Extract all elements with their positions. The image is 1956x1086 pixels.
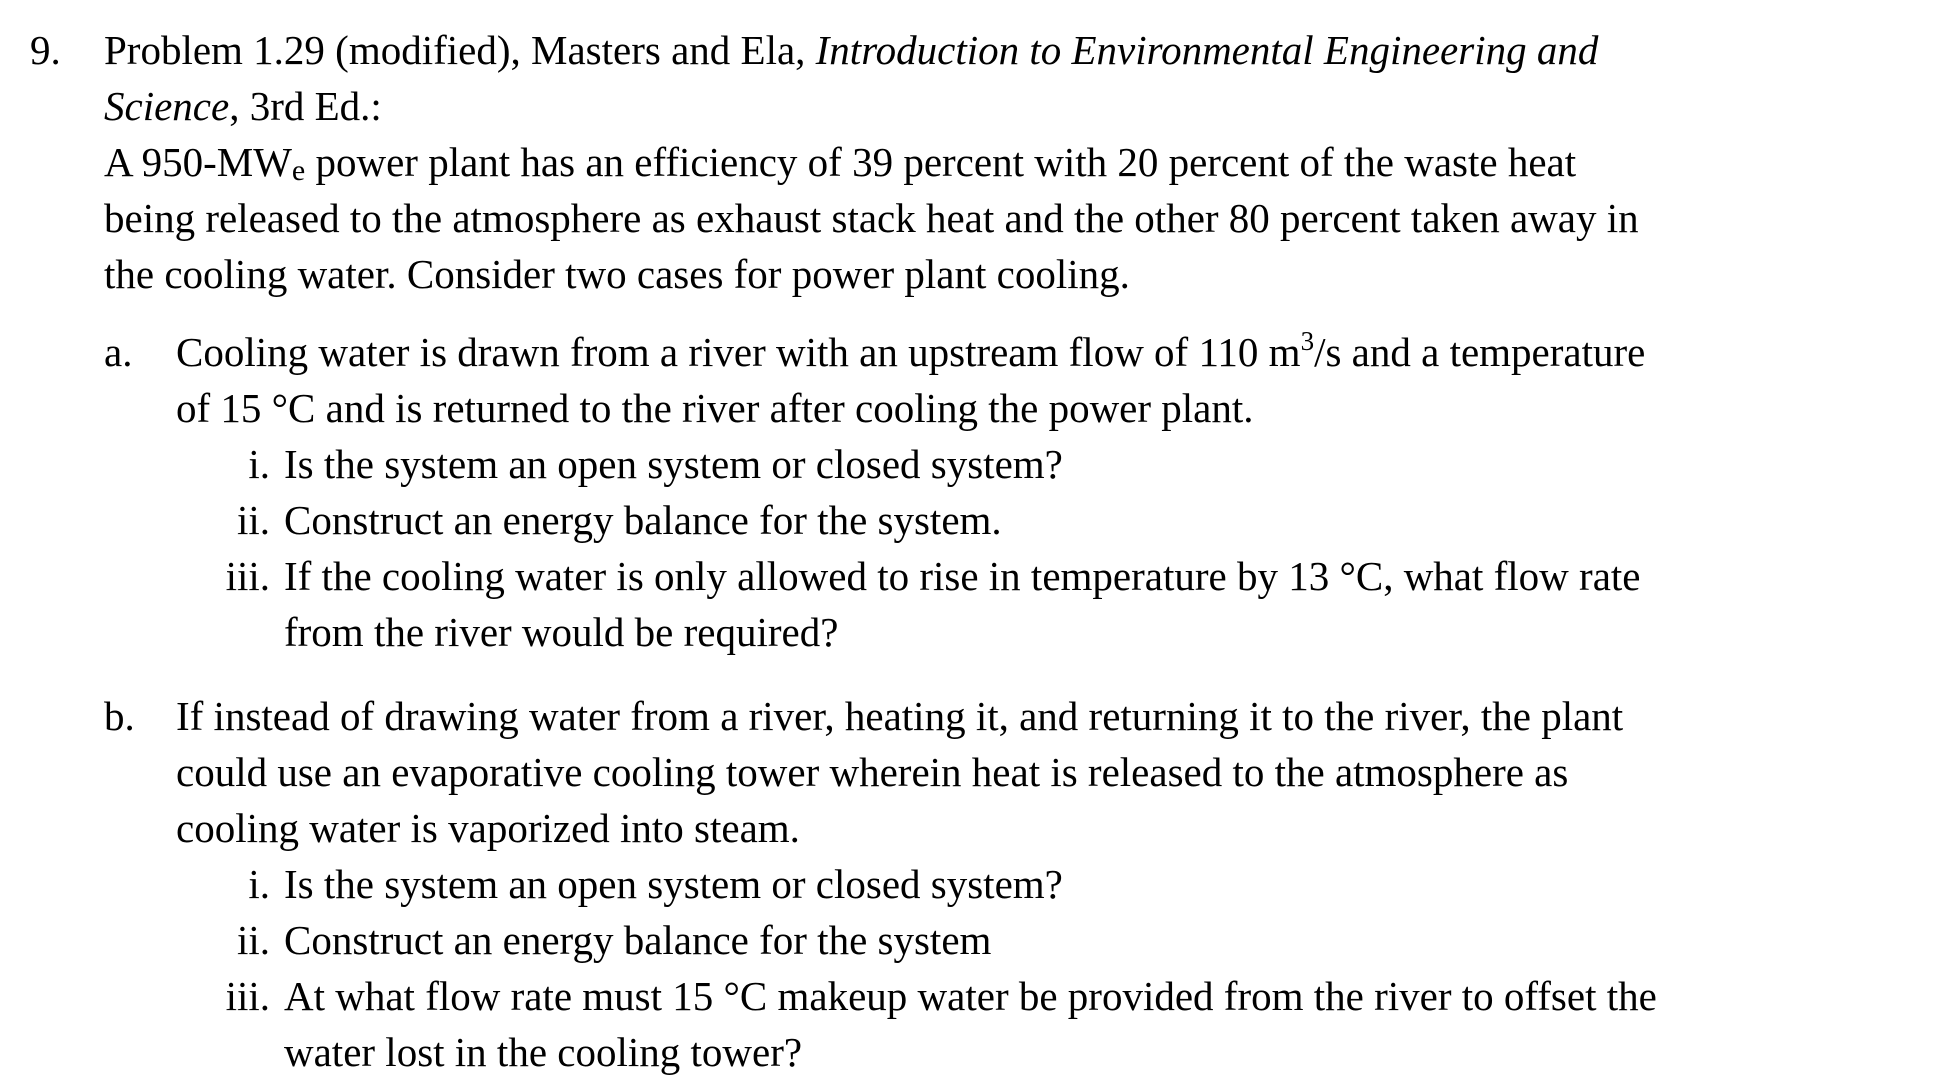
part-b-line-3: cooling water is vaporized into steam.	[176, 805, 800, 851]
problem-heading-line-1	[104, 22, 1904, 78]
part-a-line-1	[176, 324, 1904, 380]
cubic-superscript: 3	[1300, 326, 1315, 356]
part-a-line-1-end: /s and a temperature	[1314, 329, 1646, 375]
part-b-line-2: could use an evaporative cooling tower wherein heat is released to the atmosphere as	[176, 749, 1569, 795]
part-b-item-ii-label: ii.	[236, 917, 270, 963]
book-title-part-2: Science	[104, 83, 230, 129]
problem-number: 9.	[30, 27, 61, 73]
intro-line-1-start: A 950-MW	[104, 139, 292, 185]
part-b-item-ii-text: Construct an energy balance for the system	[284, 917, 992, 963]
part-b-item-iii-text-1: At what flow rate must 15 °C makeup water be provided from the river to offset the	[284, 973, 1657, 1019]
part-a-item-i-label: i.	[248, 441, 270, 487]
part-b-label: b.	[104, 693, 135, 739]
part-a-line-1-start: Cooling water is drawn from a river with an upstream flow of 110 m	[176, 329, 1301, 375]
part-a-item-iii-text-1: If the cooling water is only allowed to rise in temperature by 13 °C, what flow rate	[284, 553, 1641, 599]
part-b-line-1: If instead of drawing water from a river, heating it, and returning it to the river, the plant	[176, 693, 1624, 739]
intro-line-1	[104, 134, 1904, 190]
part-b-item-iii	[176, 968, 1904, 1080]
part-a	[104, 324, 1904, 660]
part-b-item-i	[176, 856, 1904, 912]
part-b-item-i-label: i.	[248, 861, 270, 907]
intro-line-1-end: power plant has an efficiency of 39 percent with 20 percent of the waste heat	[305, 139, 1577, 185]
problem-9	[30, 22, 1930, 1080]
part-a-item-iii-label: iii.	[225, 553, 270, 599]
part-b	[104, 688, 1904, 1080]
part-a-item-ii-label: ii.	[236, 497, 270, 543]
problem-heading-line-2	[104, 78, 1904, 134]
part-a-item-ii-text: Construct an energy balance for the system.	[284, 497, 1002, 543]
part-b-item-iii-label: iii.	[225, 973, 270, 1019]
intro-line-2: being released to the atmosphere as exhaust stack heat and the other 80 percent taken away in	[104, 195, 1639, 241]
part-b-item-i-text: Is the system an open system or closed system?	[284, 861, 1063, 907]
intro-line-3: the cooling water. Consider two cases for power plant cooling.	[104, 251, 1130, 297]
part-b-item-ii	[176, 912, 1904, 968]
part-a-line-2: of 15 °C and is returned to the river after cooling the power plant.	[176, 385, 1254, 431]
problem-heading-source: Problem 1.29 (modified), Masters and Ela,	[104, 27, 816, 73]
electric-subscript: e	[291, 154, 306, 187]
book-title-part-1: Introduction to Environmental Engineering and	[815, 27, 1599, 73]
part-a-label: a.	[104, 329, 133, 375]
problem-body	[104, 22, 1904, 1080]
part-a-item-i-text: Is the system an open system or closed system?	[284, 441, 1063, 487]
part-b-item-iii-text-2: water lost in the cooling tower?	[284, 1029, 803, 1075]
problem-edition: , 3rd Ed.:	[229, 83, 382, 129]
part-a-item-i	[176, 436, 1904, 492]
part-a-item-ii	[176, 492, 1904, 548]
part-a-item-iii-text-2: from the river would be required?	[284, 609, 839, 655]
part-a-item-iii	[176, 548, 1904, 660]
